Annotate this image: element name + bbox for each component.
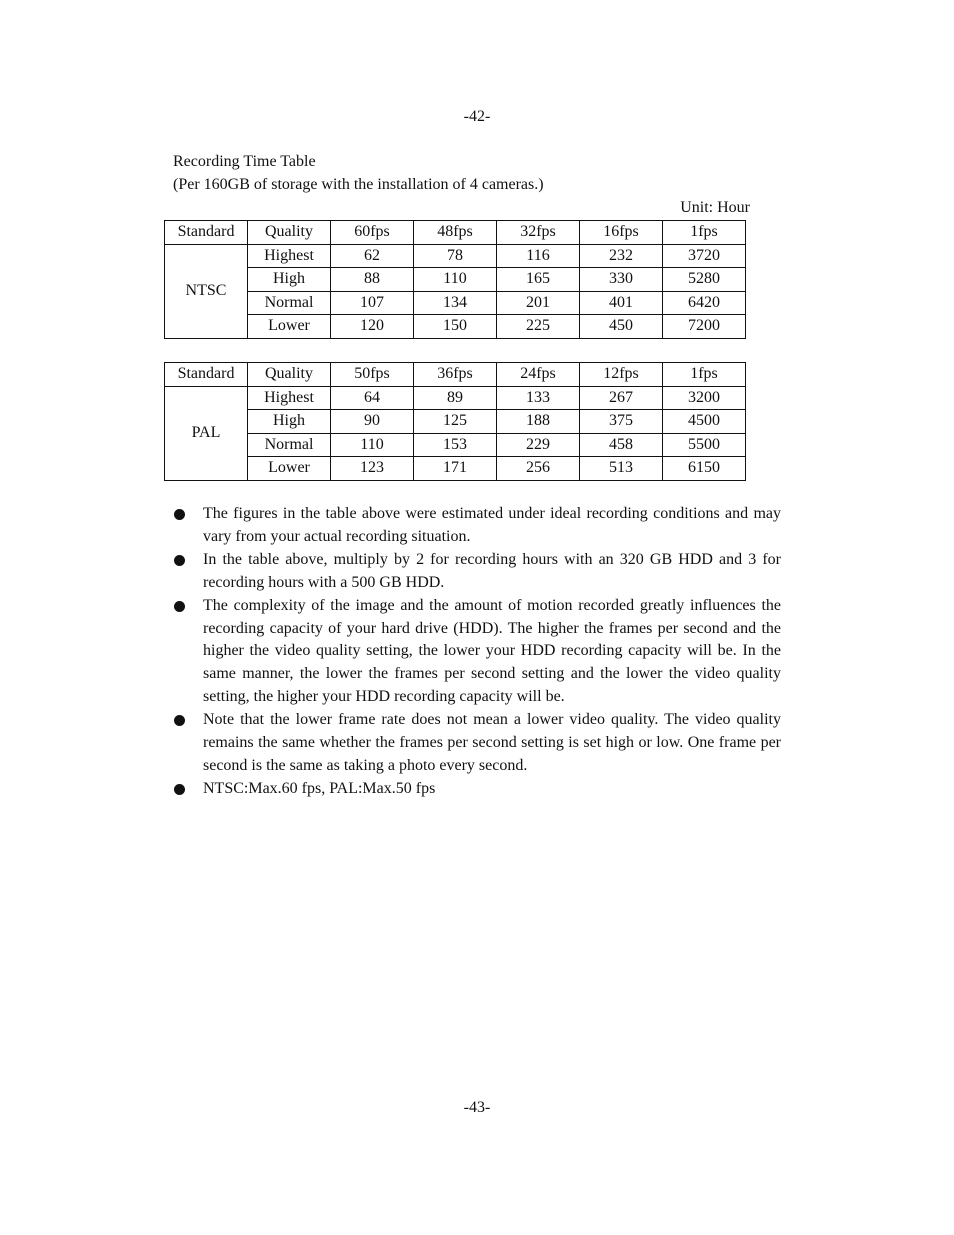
value-cell: 88 [331,268,414,292]
value-cell: 4500 [663,410,746,434]
table-row [165,410,746,434]
quality-cell: Normal [248,291,331,315]
table-row [165,386,746,410]
bullet-icon [174,555,185,566]
value-cell: 7200 [663,315,746,339]
table-row [165,433,746,457]
value-cell: 256 [497,457,580,481]
list-item [173,549,781,595]
header-cell: 60fps [331,221,414,245]
bullet-icon [174,715,185,726]
table-header-row [165,221,746,245]
value-cell: 89 [414,386,497,410]
notes-list [173,503,781,801]
value-cell: 78 [414,244,497,268]
value-cell: 330 [580,268,663,292]
header-cell: 1fps [663,363,746,387]
header-cell: Standard [165,363,248,387]
list-item [173,595,781,710]
value-cell: 165 [497,268,580,292]
table-subtitle: (Per 160GB of storage with the installation of 4 cameras.) [173,176,544,193]
table-row [165,291,746,315]
list-item [173,503,781,549]
standard-cell: PAL [165,386,248,480]
value-cell: 458 [580,433,663,457]
value-cell: 232 [580,244,663,268]
quality-cell: Highest [248,244,331,268]
table-row [165,457,746,481]
quality-cell: High [248,268,331,292]
table-row [165,244,746,268]
unit-label: Unit: Hour [680,199,750,216]
value-cell: 450 [580,315,663,339]
value-cell: 123 [331,457,414,481]
value-cell: 150 [414,315,497,339]
value-cell: 6420 [663,291,746,315]
table-header-row [165,363,746,387]
value-cell: 120 [331,315,414,339]
value-cell: 171 [414,457,497,481]
value-cell: 5500 [663,433,746,457]
header-cell: 48fps [414,221,497,245]
value-cell: 3200 [663,386,746,410]
bullet-icon [174,601,185,612]
bullet-icon [174,509,185,520]
header-cell: 50fps [331,363,414,387]
standard-cell: NTSC [165,244,248,338]
list-item [173,709,781,778]
value-cell: 90 [331,410,414,434]
quality-cell: High [248,410,331,434]
quality-cell: Lower [248,457,331,481]
note-text: NTSC:Max.60 fps, PAL:Max.50 fps [203,779,436,797]
value-cell: 267 [580,386,663,410]
value-cell: 116 [497,244,580,268]
value-cell: 107 [331,291,414,315]
bullet-icon [174,784,185,795]
note-text: Note that the lower frame rate does not mean a lower video quality. The video quality remains the same whether the frames per second setting is set high or low. One frame per second is the same as taking a photo every second. [203,711,781,774]
value-cell: 110 [414,268,497,292]
quality-cell: Lower [248,315,331,339]
header-cell: Standard [165,221,248,245]
value-cell: 62 [331,244,414,268]
page-number-bottom: -43- [463,1099,491,1116]
value-cell: 513 [580,457,663,481]
note-text: In the table above, multiply by 2 for recording hours with an 320 GB HDD and 3 for recording hours with a 500 GB HDD. [203,550,781,591]
value-cell: 229 [497,433,580,457]
value-cell: 201 [497,291,580,315]
value-cell: 401 [580,291,663,315]
header-cell: 12fps [580,363,663,387]
header-cell: 1fps [663,221,746,245]
list-item [173,778,781,801]
value-cell: 188 [497,410,580,434]
value-cell: 3720 [663,244,746,268]
header-cell: Quality [248,363,331,387]
table-title: Recording Time Table [173,153,316,170]
table-row [165,315,746,339]
header-cell: 16fps [580,221,663,245]
note-text: The figures in the table above were estimated under ideal recording conditions and may vary from your actual recording situation. [203,505,781,545]
value-cell: 375 [580,410,663,434]
header-cell: 24fps [497,363,580,387]
value-cell: 6150 [663,457,746,481]
value-cell: 134 [414,291,497,315]
quality-cell: Highest [248,386,331,410]
value-cell: 153 [414,433,497,457]
value-cell: 110 [331,433,414,457]
header-cell: Quality [248,221,331,245]
quality-cell: Normal [248,433,331,457]
pal-recording-table [164,362,746,481]
header-cell: 32fps [497,221,580,245]
table-row [165,268,746,292]
value-cell: 225 [497,315,580,339]
value-cell: 5280 [663,268,746,292]
value-cell: 125 [414,410,497,434]
value-cell: 133 [497,386,580,410]
header-cell: 36fps [414,363,497,387]
page-number-top: -42- [463,108,491,125]
note-text: The complexity of the image and the amount of motion recorded greatly influences the recording capacity of your hard drive (HDD). The higher the frames per second and the higher the video quality setting, the lower your HDD recording capacity will be. In the same manner, the lower the frames per second setting and the lower the video quality setting, the higher your HDD recording capacity will be. [203,596,781,706]
value-cell: 64 [331,386,414,410]
ntsc-recording-table [164,220,746,339]
